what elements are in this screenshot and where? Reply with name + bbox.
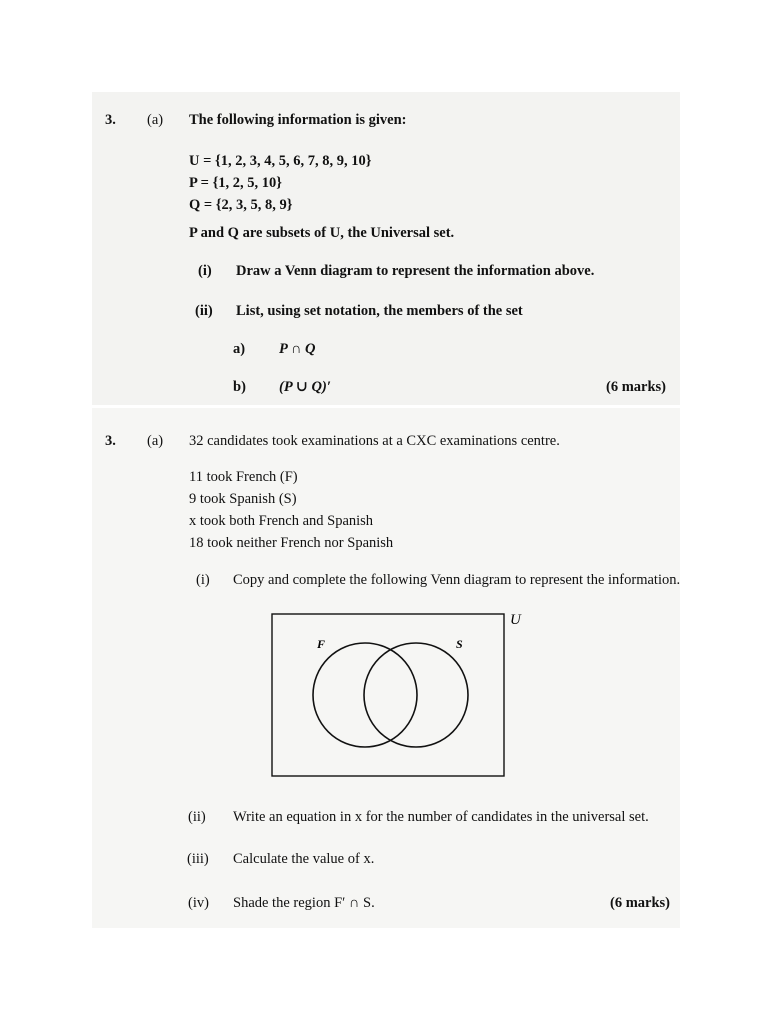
subpart-number: (iv) bbox=[188, 895, 209, 911]
question-intro: 32 candidates took examinations at a CXC examinations centre. bbox=[189, 433, 560, 449]
item-label: a) bbox=[233, 341, 246, 357]
venn-diagram bbox=[270, 608, 540, 778]
info-line: x took both French and Spanish bbox=[189, 513, 374, 529]
question-part: (a) bbox=[147, 112, 164, 128]
info-line: 18 took neither French nor Spanish bbox=[189, 535, 394, 551]
subpart-text: Calculate the value of x. bbox=[233, 851, 375, 867]
set-f-circle bbox=[313, 643, 417, 747]
subpart-text: Copy and complete the following Venn diagram to represent the information. bbox=[233, 572, 681, 588]
set-f-label: F bbox=[317, 637, 326, 651]
marks-label: (6 marks) bbox=[609, 895, 670, 911]
question-number: 3. bbox=[105, 112, 116, 128]
subpart-number: (ii) bbox=[195, 303, 213, 319]
question-2-block bbox=[92, 408, 680, 928]
set-expression: P ∩ Q bbox=[279, 341, 316, 357]
subset-note: P and Q are subsets of U, the Universal set. bbox=[189, 225, 455, 241]
subpart-number: (i) bbox=[198, 263, 212, 279]
subpart-text: Draw a Venn diagram to represent the information above. bbox=[236, 263, 595, 279]
question-1-block bbox=[92, 92, 680, 405]
subpart-number: (iii) bbox=[187, 851, 209, 867]
subpart-text: Shade the region F′ ∩ S. bbox=[233, 895, 375, 911]
set-expression: (P ∪ Q)′ bbox=[279, 379, 331, 395]
question-intro: The following information is given: bbox=[189, 112, 407, 128]
subpart-text: Write an equation in x for the number of candidates in the universal set. bbox=[233, 809, 649, 825]
universal-set-label: U bbox=[510, 612, 521, 628]
item-label: b) bbox=[233, 379, 246, 395]
set-s-circle bbox=[364, 643, 468, 747]
subpart-number: (ii) bbox=[188, 809, 206, 825]
set-s-label: S bbox=[456, 637, 463, 651]
subpart-number: (i) bbox=[196, 572, 210, 588]
universal-set-rectangle bbox=[272, 614, 504, 776]
question-number: 3. bbox=[105, 433, 116, 449]
info-line: 9 took Spanish (S) bbox=[189, 491, 297, 507]
subpart-text: List, using set notation, the members of the set bbox=[236, 303, 523, 319]
set-q-definition: Q = {2, 3, 5, 8, 9} bbox=[189, 197, 293, 213]
info-line: 11 took French (F) bbox=[189, 469, 298, 485]
set-p-definition: P = {1, 2, 5, 10} bbox=[189, 175, 282, 191]
universal-set-definition: U = {1, 2, 3, 4, 5, 6, 7, 8, 9, 10} bbox=[189, 153, 372, 169]
marks-label: (6 marks) bbox=[605, 379, 666, 395]
question-part: (a) bbox=[147, 433, 164, 449]
